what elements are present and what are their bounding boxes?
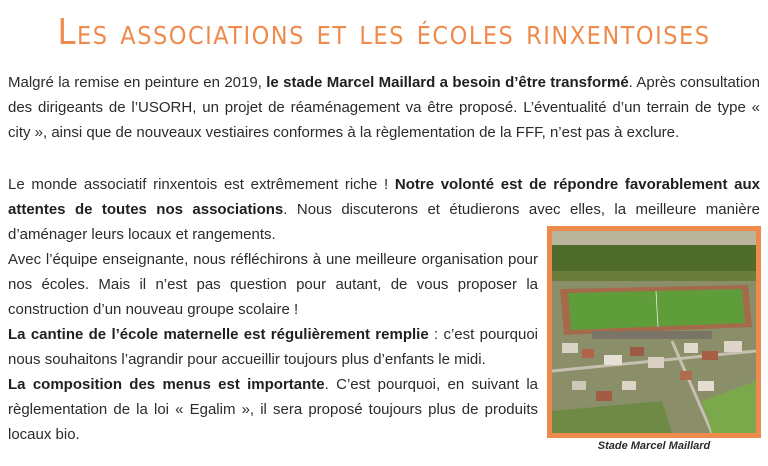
paragraph-stade: Malgré la remise en peinture en 2019, le stade Marcel Maillard a besoin d’être transformé. Après consultation des dirigeants de l’USORH, un projet de réaménagement va être proposé. L’éventualité d’un terrain de type « city », ainsi que de nouveaux vestiaires conformes à la règlementation de la FFF, n’est pas à exclure. — [8, 74, 760, 141]
page-title: Les associations et les écoles rinxentoises — [57, 12, 711, 53]
paragraph-menus: La composition des menus est importante. C’est pourquoi, en suivant la règlementation de la loi « Egalim », il sera proposé toujours plus de produits locaux bio. — [8, 376, 538, 443]
photo-frame — [547, 226, 761, 438]
paragraph-ecoles: Avec l’équipe enseignante, nous réfléchirons à une meilleure organisation pour nos écoles. Mais il n’est pas question pour autant, de vous proposer la construction d’un nouveau groupe scolaire ! — [8, 251, 538, 318]
paragraph-cantine: La cantine de l’école maternelle est régulièrement remplie : c’est pourquoi nous souhaitons l’agrandir pour accueillir toujours plus d’enfants le midi. — [8, 326, 538, 368]
paragraph-associations: Le monde associatif rinxentois est extrêmement riche ! Notre volonté est de répondre favorablement aux attentes de toutes nos associations. Nous discuterons et étudierons avec elles, la meilleure manière d’aménager leurs locaux et rangements. — [8, 176, 761, 243]
stadium-aerial-photo — [552, 231, 756, 433]
photo-caption: Stade Marcel Maillard — [597, 440, 711, 452]
stadium-aerial-illustration — [552, 231, 756, 433]
